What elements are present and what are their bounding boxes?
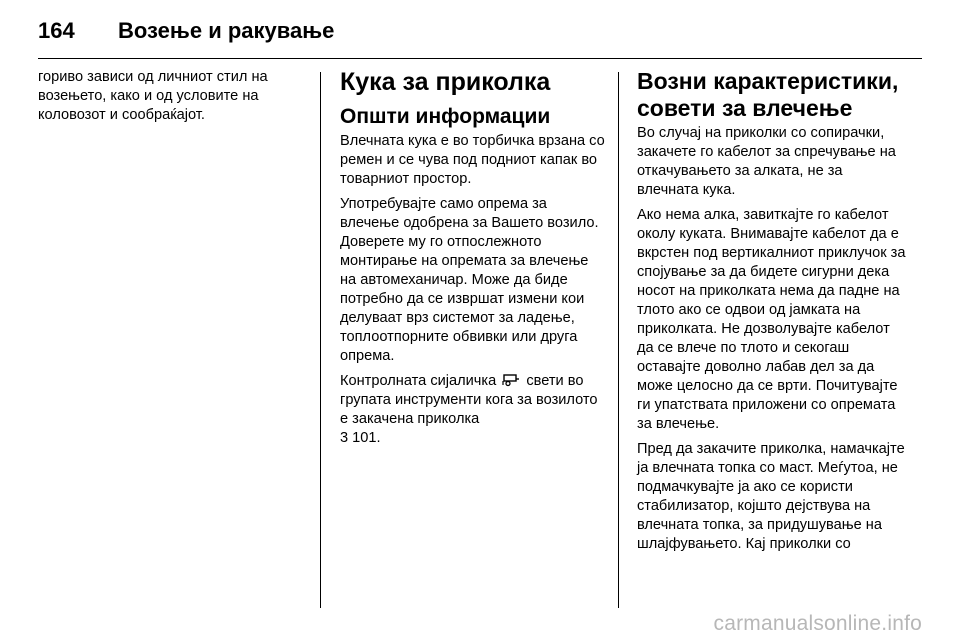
column-divider (618, 72, 619, 608)
paragraph: Влечната кука е во торбичка врзана со ремен и се чува под подниот капак во товарниот простор. (340, 133, 605, 187)
header-divider (38, 58, 922, 59)
paragraph: Ако нема алка, завиткајте го кабелот околу куката. Внимавајте кабелот да е вкрстен под вертикалниот приклучок за спојување за да бидете сигурни дека носот на приколката нема да падне на тлото ако се одвои од јамката на приколката. Не дозволувајте кабелот да се влече по тлото и секогаш оставајте доволно лабав дел за да може целосно да се врти. Почитувајте ги упатствата приложени со опремата за влечење. (637, 207, 906, 432)
trailer-indicator-icon (502, 373, 520, 387)
paragraph: Пред да закачите приколка, намачкајте ја влечната топка со маст. Меѓутоа, не подмачкувајте ја ако се користи стабилизатор, којшто дејствува на влечната топка, за придушување на шлајфувањето. Кај приколки со (637, 441, 905, 552)
heading-driving-characteristics: Возни карактеристики, совети за влечење (637, 68, 899, 121)
paragraph: гориво зависи од личниот стил на возењето, како и од условите на коловозот и сообраќајот. (38, 69, 268, 123)
text: свети во групата инструменти кога за возилото е закачена приколка (340, 373, 598, 427)
section-title: Возење и ракување (118, 18, 335, 43)
paragraph: Употребувајте само опрема за влечење одобрена за Вашето возило. Доверете му го отпослежното монтирање на опремата за влечење на автомеханичар. Може да биде потребно да се извршат измени кои делуваат врз системот за ладење, топлоотпорните обвивки или друга опрема. (340, 196, 599, 364)
text: Контролната сијаличка (340, 373, 497, 389)
watermark: carmanualsonline.info (713, 612, 922, 635)
page-header (38, 18, 334, 48)
paragraph-indicator (340, 372, 606, 448)
column-right (637, 68, 907, 560)
column-middle (340, 68, 606, 454)
heading-general-info: Општи информации (340, 105, 551, 128)
paragraph: Во случај на приколки со сопирачки, закачете го кабелот за спречување на откачувањето за алката, не за влечната кука. (637, 125, 896, 198)
page-number: 164 (38, 18, 75, 43)
column-divider (320, 72, 321, 608)
page-reference[interactable]: 3 101. (340, 430, 381, 446)
heading-trailer-hitch: Кука за приколка (340, 68, 551, 96)
column-left (38, 68, 296, 131)
